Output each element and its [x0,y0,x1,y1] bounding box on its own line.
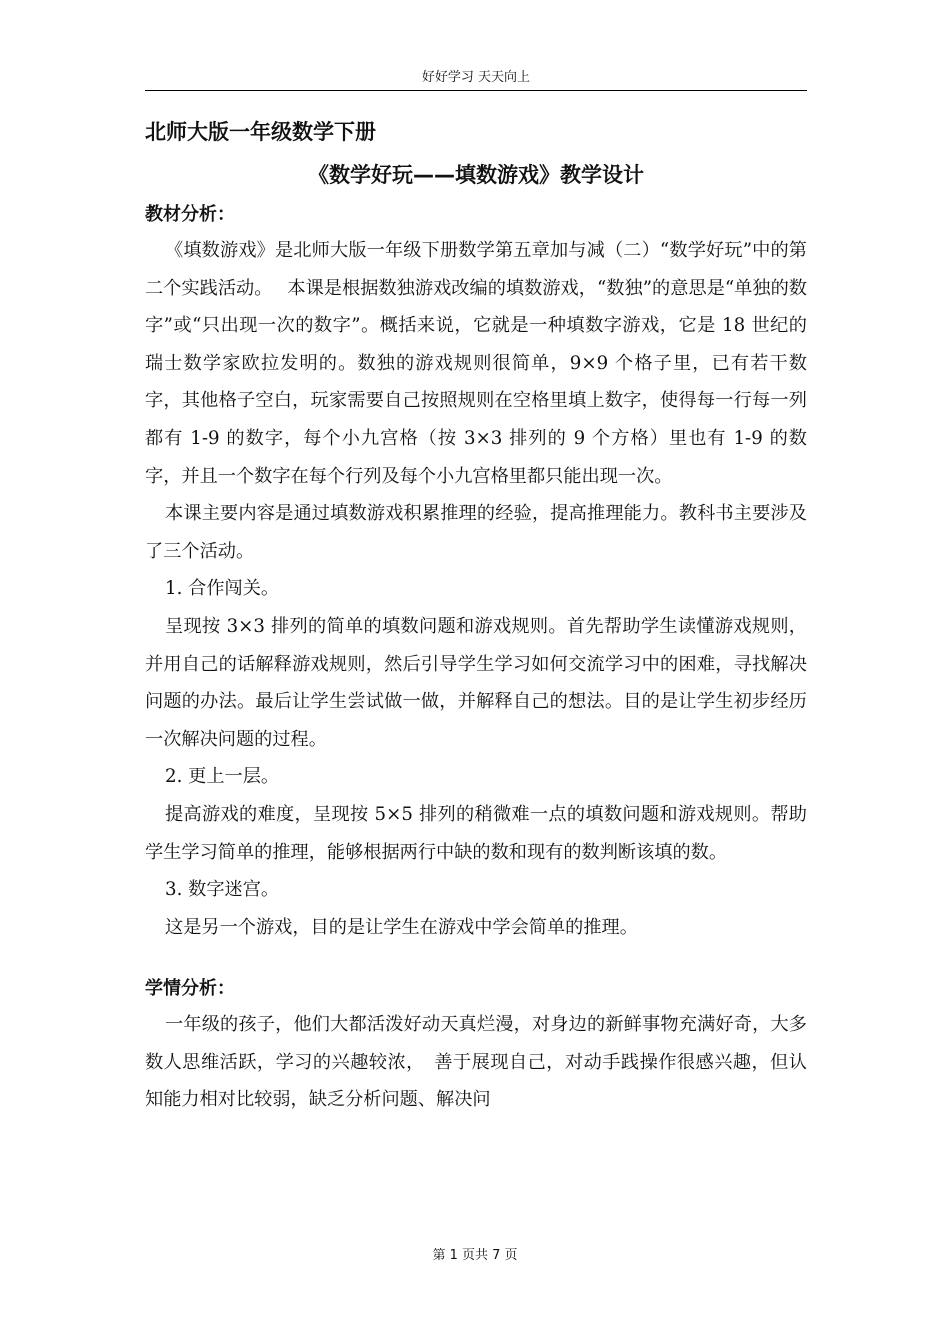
section-heading-student-analysis: 学情分析： [145,978,235,1000]
paragraph: 呈现按 3×3 排列的简单的填数问题和游戏规则。首先帮助学生读懂游戏规则，并用自己的话解释游戏规则，然后引导学生学习如何交流学习中的困难，寻找解决问题的办法。最后让学生尝试做一做，并解释自己的想法。目的是让学生初步经历一次解决问题的过程。 [145,615,807,750]
document-body [145,112,807,1119]
page-header: 好好学习 天天向上 [145,68,807,91]
page-footer: 第 1 页共 7 页 [432,1248,518,1263]
activity-item-1: 1. 合作闯关。 [165,578,280,600]
paragraph: 本课主要内容是通过填数游戏积累推理的经验，提高推理能力。教科书主要涉及了三个活动。 [145,503,807,562]
activity-item-3: 3. 数字迷宫。 [165,879,280,901]
document-title-series: 北师大版一年级数学下册 [145,120,376,144]
activity-item-2: 2. 更上一层。 [165,766,280,788]
section-heading-material-analysis: 教材分析： [145,204,235,225]
paragraph: 《填数游戏》是北师大版一年级下册数学第五章加与减（二）“数学好玩”中的第二个实践活动。 本课是根据数独游戏改编的填数游戏，“数独”的意思是“单独的数字”或“只出现一次的数字”。概括来说，它就是一种填数字游戏，它是 18 世纪的瑞士数学家欧拉发明的。数独的游戏规则很简单，9×9 个格子里，已有若干数字，其他格子空白，玩家需要自己按照规则在空格里填上数字，使得每一行每一列都有 1-9 的数字，每个小九宫格（按 3×3 排列的 9 个方格）里也有 1-9 的数字，并且一个数字在每个行列及每个小九宫格里都只能出现一次。 [145,240,807,487]
paragraph: 一年级的孩子，他们大都活泼好动天真烂漫，对身边的新鲜事物充满好奇，大多数人思维活跃，学习的兴趣较浓， 善于展现自己，对动手践操作很感兴趣，但认知能力相对比较弱，缺乏分析问题、解决问 [145,1014,807,1111]
paragraph: 这是另一个游戏，目的是让学生在游戏中学会简单的推理。 [165,916,638,938]
document-title-main: 《数学好玩——填数游戏》教学设计 [308,163,644,187]
section-spacer [145,946,807,972]
paragraph: 提高游戏的难度，呈现按 5×5 排列的稍微难一点的填数问题和游戏规则。帮助学生学习简单的推理，能够根据两行中缺的数和现有的数判断该填的数。 [145,803,807,863]
